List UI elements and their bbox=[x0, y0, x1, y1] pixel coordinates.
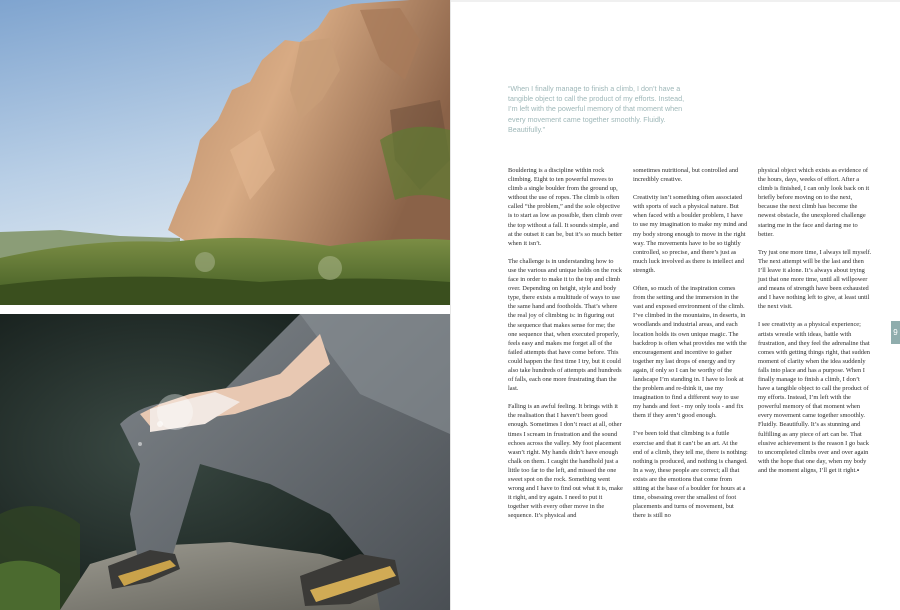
article-paragraph: The challenge is in understanding how to use the various and unique holds on the rock face in order to make it to the top and climb over. Depending on height, style and body type, there exists a multitude of ways to use the same hand and footholds. That’s where the real joy of climbing is: in figuring out the sequence that makes sense for me; the one sequence that, when executed properly, feels easy and makes me forget all of the failed attempts that have come before. This could happen the first time I try, but it could also take hundreds of attempts and hundreds of falls, each one more frustrating than the last. bbox=[508, 257, 622, 393]
pull-quote: “When I finally manage to finish a climb, I don’t have a tangible object to call the product of my efforts. Instead, I’m left with the powerful memory of that moment when every movement came together smoothly. Fluidly. Beautifully.” bbox=[508, 84, 685, 134]
article-paragraph: I see creativity as a physical experience; artists wrestle with ideas, battle with frustration, and they feel the adrenaline that comes with getting things right, that sudden moment of clarity when the idea suddenly falls into place and has a purpose. When I finally manage to finish a climb, I don’t have a tangible object to call the product of my efforts. Instead, I’m left with the powerful memory of that moment when every movement came together smoothly. Fluidly. Beautifully. It’s as stunning and fulfilling as any piece of art can be. That elusive achievement is the reason I go back to uncompleted climbs over and over again with the hope that one day, when my body and the moment aligns, I’ll get it right.▪ bbox=[758, 321, 871, 474]
page-number-tab: 9 bbox=[891, 321, 900, 344]
page-edge bbox=[451, 0, 900, 2]
page-gutter bbox=[450, 0, 451, 610]
article-paragraph: physical object which exists as evidence of the hours, days, weeks of effort. After a climb is finished, I can only look back on it briefly before moving on to the next, because the next climb has become the newest obstacle, the unexplored challenge staring me in the face and daring me to better. bbox=[758, 167, 870, 238]
article-paragraph: Often, so much of the inspiration comes from the setting and the immersion in the vast and exposed environment of the climb. I’ve climbed in the mountains, in deserts, in woodlands and industrial areas, and each location holds its own unique magic. The backdrop is often what provides me with the encouragement and incentive to gather together my last drops of energy and try again, if only so I can be worthy of the landscape I’m standing in. I have to look at the problem and re-think it, use my imagination to find a different way to use my hands and feet - my only tools - and fix them if they aren’t good enough. bbox=[633, 285, 747, 420]
article-column-2 bbox=[633, 166, 748, 529]
article-column-3 bbox=[758, 166, 873, 484]
article-paragraph: Try just one more time, I always tell myself. The next attempt will be the last and then I’ll leave it alone. It’s always about trying just that one more time, until all willpower and means of strength have been exhausted and I have nothing left to give, at least until the next visit. bbox=[758, 248, 872, 311]
article-paragraph: sometimes nutritional, but controlled and incredibly creative. bbox=[633, 167, 739, 184]
article-paragraph: Creativity isn’t something often associated with sports of such a physical nature. But when faced with a boulder problem, I have to use my imagination to make my mind and my body strong enough to move in the right way. The movements have to be so tightly controlled, so precise, and there’s just as much luck involved as there is intellect and strength. bbox=[633, 194, 748, 274]
article-paragraph: I’ve been told that climbing is a futile exercise and that it can’t be an art. At the end of a climb, they tell me, there is nothing: nothing is produced, and nothing is changed. In a way, these people are correct; all that exists are the emotions that come from sitting at the base of a boulder for hours at a time, obsessing over the smallest of foot placements and turns of movement, but there is still no bbox=[633, 430, 748, 520]
article-column-1 bbox=[508, 166, 623, 529]
photo-climber-chalk bbox=[0, 314, 450, 610]
article-paragraph: Bouldering is a discipline within rock climbing. Eight to ten powerful moves to climb a single boulder from the ground up, without the use of ropes. The climb is often called “the problem,” and the sole objective is to start as low as possible, then climb over the top without a fall. It sounds simple, and at the outset it can be, but it’s so much better when it isn’t. bbox=[508, 167, 623, 247]
photo-rock-crag bbox=[0, 0, 450, 305]
article-paragraph: Falling is an awful feeling. It brings with it the realisation that I haven’t been good enough. Sometimes I don’t react at all, other times I scream in frustration and the sound echoes across the valley. My foot placement wasn’t right. My hands didn’t have enough chalk on them. I caught the handhold just a little too far to the left, and missed the one sweet spot on the rock. Something went wrong and I have to find out what it is, make it right, and try again. I need to put it together with every other move in the sequence. It’s physical and bbox=[508, 403, 623, 520]
